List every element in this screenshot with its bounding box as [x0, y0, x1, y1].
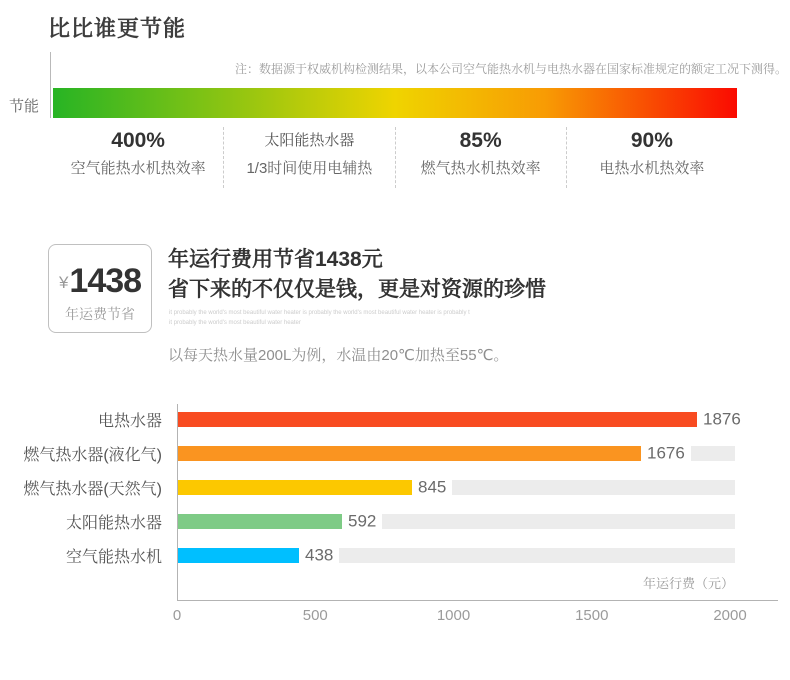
chart-row [0, 402, 790, 436]
value-label: 592 [342, 511, 382, 532]
fine-print-line2: it probably the world's most beautiful water heater [169, 320, 301, 326]
efficiency-comparison-row [53, 127, 737, 188]
category-label: 空气能热水机 [65, 548, 162, 566]
savings-heading-line2: 省下来的不仅仅是钱，更是对资源的珍惜 [168, 278, 546, 301]
chart-row [0, 538, 790, 572]
bar [178, 514, 342, 529]
x-tick-label: 1500 [575, 607, 609, 624]
efficiency-col-electric [567, 127, 737, 188]
x-tick-label: 2000 [713, 607, 747, 624]
annual-cost-bar-chart [0, 404, 790, 644]
y-axis-line [177, 404, 178, 601]
bar-track [178, 443, 735, 463]
efficiency-caption: 燃气热水机热效率 [420, 160, 541, 177]
bar-track [178, 545, 735, 565]
chart-row [0, 504, 790, 538]
x-axis-line [177, 600, 778, 601]
savings-caption: 年运费节省 [65, 306, 135, 322]
annual-savings-badge [48, 244, 152, 333]
category-label: 燃气热水器(天然气) [23, 480, 162, 498]
chart-row [0, 436, 790, 470]
x-axis-title: 年运行费（元） [642, 576, 734, 591]
bar [178, 480, 412, 495]
bar [178, 446, 641, 461]
efficiency-col-gas [396, 127, 567, 188]
category-label: 电热水器 [97, 412, 162, 430]
value-label: 845 [412, 477, 452, 498]
savings-amount [49, 262, 151, 301]
efficiency-caption: 空气能热水机热效率 [70, 160, 206, 177]
example-condition-note: 以每天热水量200L为例，水温由20℃加热至55℃。 [168, 347, 509, 364]
bar-track [178, 409, 741, 429]
value-label: 438 [299, 545, 339, 566]
bar [178, 548, 299, 563]
category-label: 燃气热水器(液化气) [23, 446, 162, 464]
value-label: 1676 [641, 443, 691, 464]
value-label: 1876 [697, 409, 747, 430]
efficiency-value: 太阳能热水器 [264, 132, 355, 149]
chart-rows [0, 402, 790, 572]
currency-symbol: ¥ [58, 273, 69, 292]
energy-gradient-bar [53, 88, 737, 118]
energy-saving-label: 节能 [9, 98, 40, 115]
savings-amount-value: 1438 [69, 262, 142, 300]
bar-track [178, 477, 735, 497]
efficiency-value: 90% [630, 129, 673, 152]
efficiency-value: 400% [111, 129, 165, 152]
efficiency-caption: 1/3时间使用电辅热 [246, 160, 373, 177]
bar-track [178, 511, 735, 531]
efficiency-col-air-source [53, 127, 224, 188]
x-tick-label: 500 [302, 607, 328, 624]
bar [178, 412, 697, 427]
title-divider-line [50, 52, 51, 118]
page-title: 比比谁更节能 [48, 16, 187, 41]
measurement-note: 注：数据源于权威机构检测结果，以本公司空气能热水机与电热水器在国家标准规定的额定工况下测得。 [234, 62, 787, 76]
efficiency-caption: 电热水机热效率 [599, 160, 705, 177]
efficiency-value: 85% [459, 129, 502, 152]
chart-row [0, 470, 790, 504]
x-tick-label: 0 [172, 607, 182, 624]
x-tick-label: 1000 [436, 607, 471, 624]
fine-print-line1: it probably the world's most beautiful water heater is probably the world's most beautiful water heater is probably t [169, 310, 470, 316]
efficiency-col-solar [224, 127, 395, 188]
category-label: 太阳能热水器 [65, 514, 162, 532]
savings-heading-line1: 年运行费用节省1438元 [168, 248, 383, 271]
